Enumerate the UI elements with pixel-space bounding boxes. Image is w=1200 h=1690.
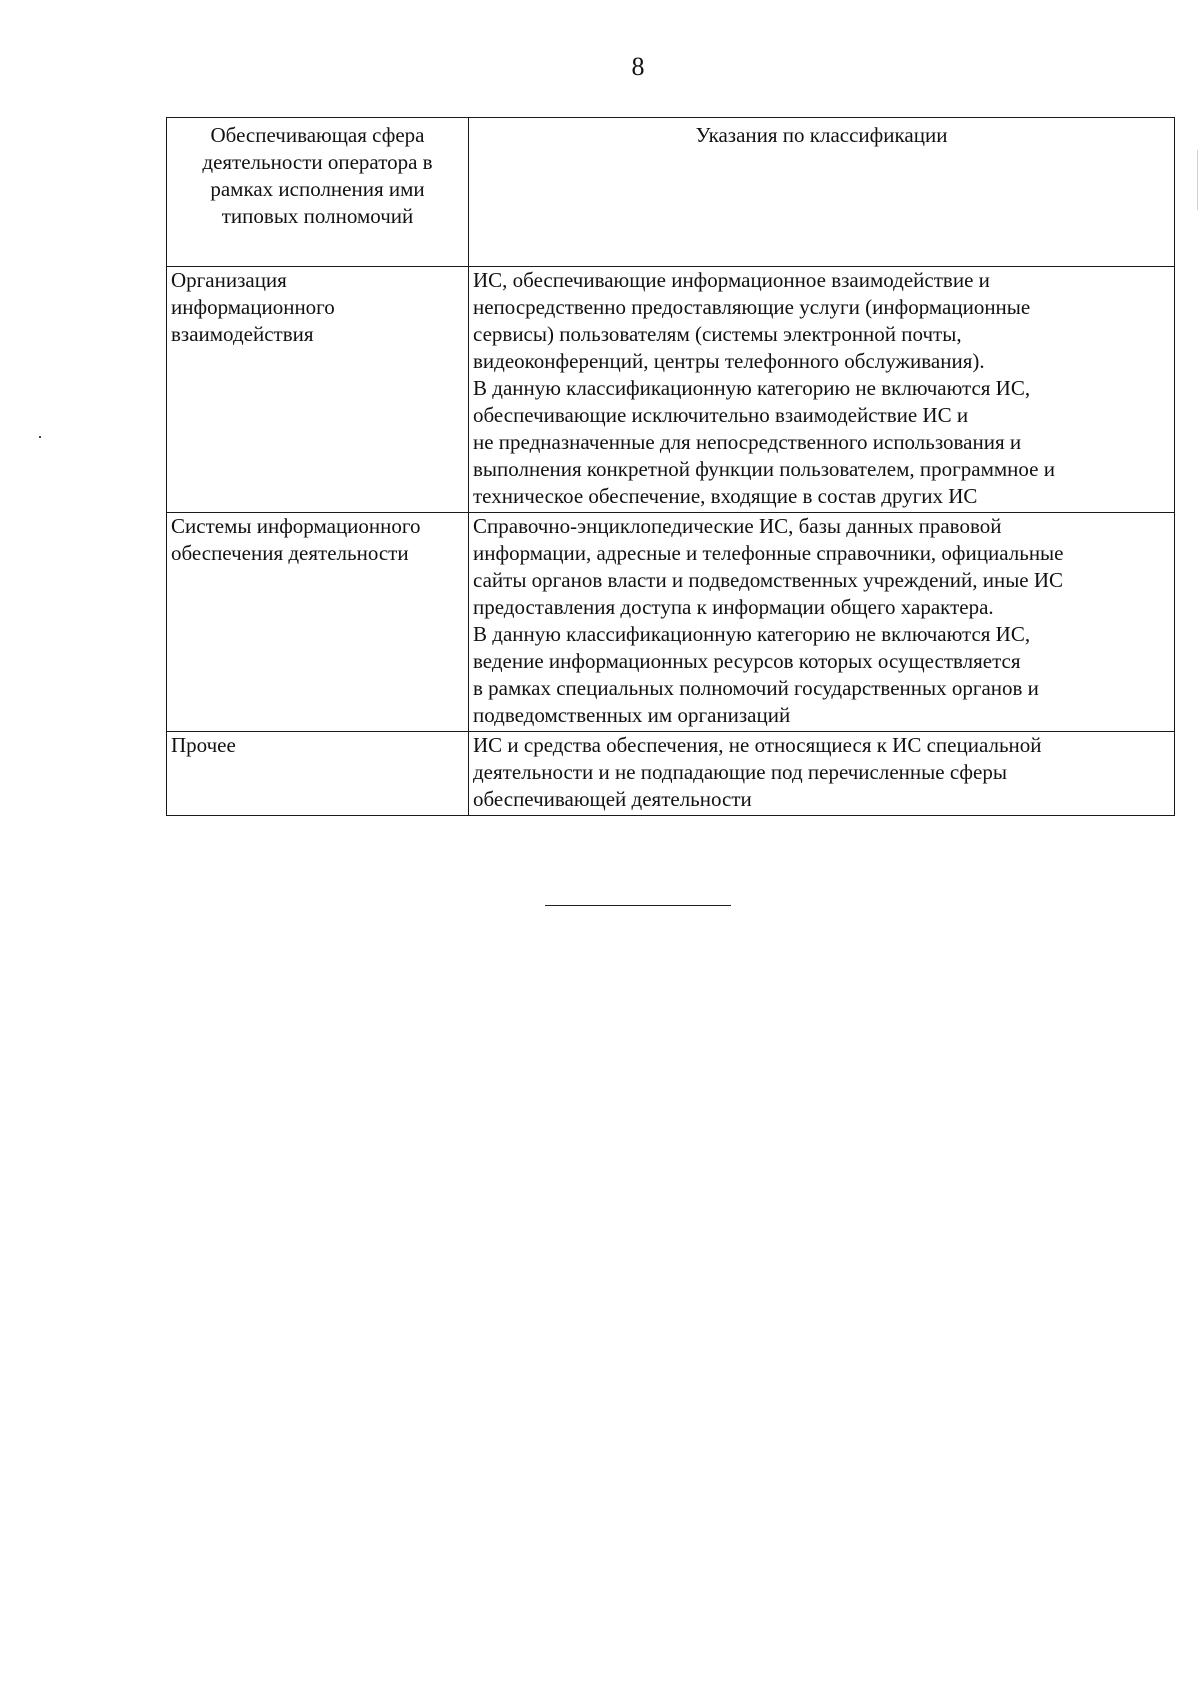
guidance-line: сервисы) пользователям (системы электронной почты, bbox=[473, 322, 962, 346]
guidance-line: не предназначенные для непосредственного использования и bbox=[473, 430, 1022, 454]
header-guidance-cell bbox=[469, 118, 1175, 267]
sphere-line: Прочее bbox=[171, 733, 236, 757]
header-sphere-line: рамках исполнения ими bbox=[210, 177, 425, 201]
guidance-line: информации, адресные и телефонные справочники, официальные bbox=[473, 541, 1064, 565]
guidance-line: видеоконференций, центры телефонного обслуживания). bbox=[473, 349, 985, 373]
sphere-cell bbox=[167, 267, 469, 513]
sphere-line: Организация bbox=[171, 268, 287, 292]
table-header-row bbox=[167, 118, 1175, 267]
table-row bbox=[167, 267, 1175, 513]
header-sphere-line: Обеспечивающая сфера bbox=[210, 123, 425, 147]
end-of-document-rule bbox=[545, 905, 731, 906]
guidance-line: выполнения конкретной функции пользователем, программное и bbox=[473, 457, 1055, 481]
sphere-cell bbox=[167, 513, 469, 732]
sphere-cell bbox=[167, 732, 469, 816]
guidance-line: обеспечивающей деятельности bbox=[473, 787, 752, 811]
sphere-line: Системы информационного bbox=[171, 514, 421, 538]
guidance-line: деятельности и не подпадающие под перечисленные сферы bbox=[473, 760, 1007, 784]
guidance-line: техническое обеспечение, входящие в состав других ИС bbox=[473, 484, 978, 508]
header-sphere-line: деятельности оператора в bbox=[202, 150, 433, 174]
guidance-line: ИС и средства обеспечения, не относящиеся к ИС специальной bbox=[473, 733, 1042, 757]
sphere-line: взаимодействия bbox=[171, 322, 314, 346]
sphere-line: информационного bbox=[171, 295, 335, 319]
guidance-line: В данную классификационную категорию не включаются ИС, bbox=[473, 622, 1031, 646]
scan-edge-mark bbox=[1197, 150, 1198, 210]
table-row bbox=[167, 513, 1175, 732]
sphere-line: обеспечения деятельности bbox=[171, 541, 409, 565]
guidance-line: ведение информационных ресурсов которых осуществляется bbox=[473, 649, 1021, 673]
guidance-line: обеспечивающие исключительно взаимодействие ИС и bbox=[473, 403, 969, 427]
header-sphere-cell bbox=[167, 118, 469, 267]
page-number: 8 bbox=[631, 52, 645, 81]
guidance-line: непосредственно предоставляющие услуги (информационные bbox=[473, 295, 1031, 319]
guidance-line: Справочно-энциклопедические ИС, базы данных правовой bbox=[473, 514, 1002, 538]
guidance-line: В данную классификационную категорию не включаются ИС, bbox=[473, 376, 1031, 400]
guidance-line: в рамках специальных полномочий государственных органов и bbox=[473, 676, 1039, 700]
guidance-line: ИС, обеспечивающие информационное взаимодействие и bbox=[473, 268, 990, 292]
guidance-line: подведомственных им организаций bbox=[473, 703, 791, 727]
guidance-cell bbox=[469, 267, 1175, 513]
guidance-cell bbox=[469, 732, 1175, 816]
scan-speck bbox=[39, 436, 41, 438]
header-guidance-line: Указания по классификации bbox=[695, 123, 948, 147]
guidance-line: предоставления доступа к информации общего характера. bbox=[473, 595, 994, 619]
classification-table bbox=[166, 117, 1175, 816]
table-row bbox=[167, 732, 1175, 816]
header-sphere-line: типовых полномочий bbox=[221, 204, 414, 228]
guidance-cell bbox=[469, 513, 1175, 732]
guidance-line: сайты органов власти и подведомственных учреждений, иные ИС bbox=[473, 568, 1064, 592]
